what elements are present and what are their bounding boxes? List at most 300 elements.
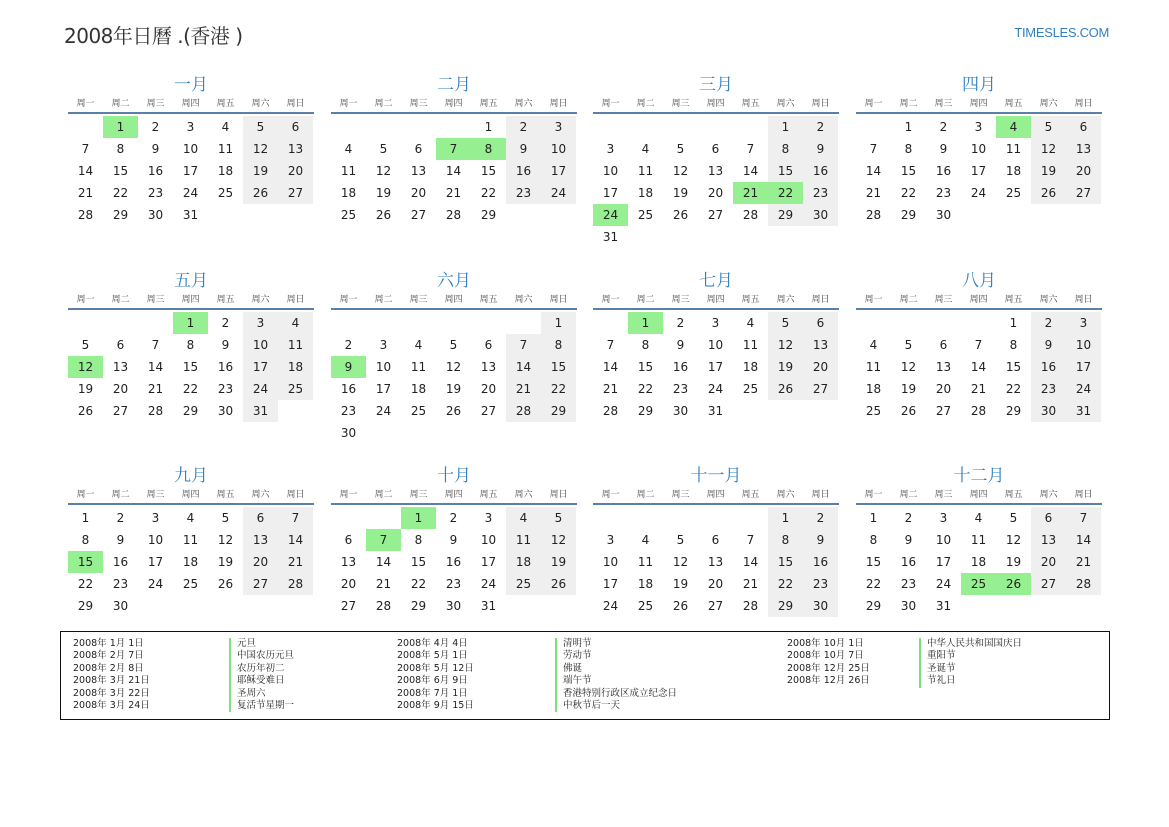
day-cell: 29 [182, 404, 199, 418]
month-10 [331, 465, 577, 617]
day-cell: 14 [1066, 529, 1101, 551]
day-cell: 29 [541, 400, 576, 422]
day-cell: 29 [768, 595, 803, 617]
day-cell: 13 [112, 360, 129, 374]
weekday-label: 周四 [444, 99, 463, 109]
day-cell: 19 [77, 382, 94, 396]
legend-date: 2008年 10月 7日 [787, 650, 864, 662]
day-cell: 18 [410, 382, 427, 396]
weekday-label: 周五 [1004, 99, 1023, 109]
weekday-label: 周四 [706, 99, 725, 109]
legend-date: 2008年 2月 7日 [73, 650, 144, 662]
day-cell: 25 [340, 208, 357, 222]
day-cell: 7 [746, 533, 755, 547]
holiday-day-cell: 1 [401, 507, 436, 529]
weekday-header [856, 292, 1102, 310]
day-cell: 10 [541, 138, 576, 160]
day-cell: 20 [340, 577, 357, 591]
month-11 [593, 465, 839, 617]
day-cell: 21 [1066, 551, 1101, 573]
weekday-label: 周五 [741, 295, 760, 305]
legend-holiday-name: 农历年初二 [229, 663, 294, 675]
day-cell: 16 [506, 160, 541, 182]
day-cell: 2 [116, 511, 125, 525]
weekday-label: 周五 [1004, 295, 1023, 305]
day-cell: 26 [541, 573, 576, 595]
day-cell: 17 [480, 555, 497, 569]
legend-dates-col2 [397, 638, 474, 712]
day-cell: 29 [410, 599, 427, 613]
weekday-label: 周五 [216, 99, 235, 109]
day-cell: 13 [410, 164, 427, 178]
day-cell: 25 [506, 573, 541, 595]
weekday-label: 周四 [706, 490, 725, 500]
empty-cell [698, 507, 733, 529]
day-cell: 4 [344, 142, 353, 156]
day-cell: 28 [1066, 573, 1101, 595]
legend-date: 2008年 3月 22日 [73, 687, 150, 699]
day-cell: 28 [970, 404, 987, 418]
month-5 [68, 270, 314, 422]
day-cell: 1 [541, 312, 576, 334]
day-cell: 21 [445, 186, 462, 200]
weekday-label: 周六 [1039, 490, 1058, 500]
day-cell: 19 [672, 186, 689, 200]
day-cell: 23 [340, 404, 357, 418]
empty-cell [593, 312, 628, 334]
day-cell: 3 [484, 511, 493, 525]
day-cell: 23 [935, 186, 952, 200]
day-cell: 18 [865, 382, 882, 396]
day-cell: 18 [742, 360, 759, 374]
day-cell: 24 [243, 378, 278, 400]
day-grid [593, 312, 839, 422]
day-cell: 30 [803, 204, 838, 226]
month-name: 七月 [699, 271, 733, 291]
weekday-header [593, 96, 839, 114]
day-cell: 28 [602, 404, 619, 418]
legend-names-col2 [555, 638, 677, 712]
day-cell: 9 [904, 533, 913, 547]
weekday-header [68, 96, 314, 114]
weekday-label: 周一 [864, 99, 883, 109]
day-cell: 26 [672, 599, 689, 613]
day-cell: 30 [803, 595, 838, 617]
day-cell: 30 [935, 208, 952, 222]
day-cell: 25 [865, 404, 882, 418]
day-cell: 15 [112, 164, 129, 178]
month-name: 九月 [174, 466, 208, 486]
weekday-label: 周四 [444, 295, 463, 305]
day-cell: 4 [974, 511, 983, 525]
day-cell: 3 [379, 338, 388, 352]
day-cell: 2 [506, 116, 541, 138]
weekday-label: 周一 [864, 490, 883, 500]
empty-cell [366, 312, 401, 334]
page-title: 2008年日曆 .(香港 ) [64, 24, 243, 48]
day-cell: 10 [707, 338, 724, 352]
day-cell: 19 [672, 577, 689, 591]
day-cell: 4 [414, 338, 423, 352]
legend-date: 2008年 12月 26日 [787, 675, 870, 687]
day-cell: 2 [803, 507, 838, 529]
day-cell: 5 [768, 312, 803, 334]
day-grid [856, 312, 1102, 422]
day-cell: 20 [1031, 551, 1066, 573]
day-cell: 26 [672, 208, 689, 222]
day-cell: 25 [278, 378, 313, 400]
weekday-label: 周一 [76, 295, 95, 305]
day-cell: 5 [1031, 116, 1066, 138]
day-cell: 29 [900, 208, 917, 222]
holiday-day-cell: 8 [471, 138, 506, 160]
month-7 [593, 270, 839, 422]
day-cell: 15 [541, 356, 576, 378]
day-cell: 29 [768, 204, 803, 226]
weekday-label: 周日 [811, 99, 830, 109]
day-cell: 23 [112, 577, 129, 591]
holiday-day-cell: 4 [996, 116, 1031, 138]
day-cell: 12 [672, 555, 689, 569]
empty-cell [663, 116, 698, 138]
legend-names-col3 [919, 638, 1022, 688]
weekday-label: 周三 [409, 99, 428, 109]
legend-holiday-name: 中国农历元旦 [229, 650, 294, 662]
day-cell: 5 [449, 338, 458, 352]
empty-cell [926, 312, 961, 334]
weekday-label: 周日 [286, 295, 305, 305]
day-cell: 14 [147, 360, 164, 374]
weekday-label: 周二 [111, 490, 130, 500]
empty-cell [103, 312, 138, 334]
day-cell: 28 [445, 208, 462, 222]
weekday-label: 周三 [934, 99, 953, 109]
weekday-label: 周三 [934, 295, 953, 305]
day-cell: 24 [541, 182, 576, 204]
weekday-label: 周三 [934, 490, 953, 500]
day-cell: 9 [1031, 334, 1066, 356]
day-cell: 24 [707, 382, 724, 396]
day-cell: 20 [1066, 160, 1101, 182]
empty-cell [436, 116, 471, 138]
day-cell: 14 [970, 360, 987, 374]
day-cell: 21 [375, 577, 392, 591]
weekday-label: 周五 [741, 490, 760, 500]
day-cell: 30 [1031, 400, 1066, 422]
day-cell: 22 [768, 573, 803, 595]
day-cell: 18 [182, 555, 199, 569]
weekday-label: 周五 [216, 295, 235, 305]
weekday-label: 周二 [111, 295, 130, 305]
day-cell: 29 [77, 599, 94, 613]
day-cell: 18 [278, 356, 313, 378]
day-cell: 1 [484, 120, 493, 134]
weekday-label: 周三 [146, 99, 165, 109]
day-cell: 2 [344, 338, 353, 352]
day-cell: 19 [768, 356, 803, 378]
empty-cell [401, 116, 436, 138]
day-cell: 11 [637, 555, 654, 569]
day-cell: 3 [606, 142, 615, 156]
empty-cell [506, 312, 541, 334]
day-cell: 7 [506, 334, 541, 356]
day-cell: 10 [147, 533, 164, 547]
day-cell: 13 [803, 334, 838, 356]
day-cell: 21 [865, 186, 882, 200]
day-cell: 20 [243, 551, 278, 573]
day-cell: 22 [900, 186, 917, 200]
legend-holiday-name: 端午节 [555, 675, 677, 687]
day-cell: 23 [672, 382, 689, 396]
day-cell: 2 [449, 511, 458, 525]
weekday-label: 周日 [811, 295, 830, 305]
day-cell: 19 [217, 555, 234, 569]
holiday-day-cell: 12 [68, 356, 103, 378]
day-cell: 17 [375, 382, 392, 396]
day-cell: 16 [1031, 356, 1066, 378]
day-cell: 3 [1066, 312, 1101, 334]
day-cell: 5 [81, 338, 90, 352]
day-cell: 12 [768, 334, 803, 356]
day-cell: 17 [707, 360, 724, 374]
day-cell: 13 [243, 529, 278, 551]
day-cell: 6 [414, 142, 423, 156]
day-cell: 20 [410, 186, 427, 200]
day-cell: 4 [641, 142, 650, 156]
day-cell: 11 [637, 164, 654, 178]
empty-cell [856, 116, 891, 138]
day-cell: 6 [116, 338, 125, 352]
day-cell: 13 [1066, 138, 1101, 160]
month-name: 二月 [437, 75, 471, 95]
holiday-day-cell: 1 [173, 312, 208, 334]
holiday-day-cell: 24 [593, 204, 628, 226]
day-cell: 29 [865, 599, 882, 613]
day-cell: 20 [707, 186, 724, 200]
weekday-label: 周二 [636, 99, 655, 109]
day-cell: 7 [278, 507, 313, 529]
day-cell: 10 [375, 360, 392, 374]
day-cell: 31 [182, 208, 199, 222]
day-cell: 7 [81, 142, 90, 156]
day-cell: 16 [672, 360, 689, 374]
weekday-label: 周六 [251, 490, 270, 500]
holiday-day-cell: 25 [961, 573, 996, 595]
day-cell: 20 [480, 382, 497, 396]
day-cell: 3 [939, 511, 948, 525]
weekday-label: 周日 [286, 99, 305, 109]
day-cell: 22 [112, 186, 129, 200]
weekday-label: 周四 [181, 99, 200, 109]
day-cell: 11 [1005, 142, 1022, 156]
day-cell: 14 [77, 164, 94, 178]
day-cell: 6 [711, 142, 720, 156]
month-name: 十月 [437, 466, 471, 486]
day-cell: 8 [869, 533, 878, 547]
day-cell: 21 [506, 378, 541, 400]
weekday-label: 周二 [374, 295, 393, 305]
weekday-label: 周六 [776, 99, 795, 109]
legend-holiday-name: 香港特别行政区成立纪念日 [555, 688, 677, 700]
day-cell: 9 [116, 533, 125, 547]
weekday-header [68, 292, 314, 310]
day-cell: 16 [900, 555, 917, 569]
day-cell: 27 [935, 404, 952, 418]
weekday-label: 周二 [899, 99, 918, 109]
day-cell: 11 [340, 164, 357, 178]
month-12 [856, 465, 1102, 617]
day-cell: 18 [217, 164, 234, 178]
holiday-day-cell: 1 [103, 116, 138, 138]
holiday-day-cell: 26 [996, 573, 1031, 595]
holiday-day-cell: 7 [366, 529, 401, 551]
legend-holiday-name: 佛诞 [555, 663, 677, 675]
weekday-header [856, 96, 1102, 114]
day-grid [593, 116, 839, 248]
day-grid [68, 312, 314, 422]
day-cell: 12 [900, 360, 917, 374]
day-cell: 4 [641, 533, 650, 547]
day-cell: 26 [445, 404, 462, 418]
day-cell: 8 [541, 334, 576, 356]
day-cell: 27 [1031, 573, 1066, 595]
day-cell: 24 [602, 599, 619, 613]
weekday-label: 周三 [409, 295, 428, 305]
day-cell: 3 [974, 120, 983, 134]
day-cell: 24 [147, 577, 164, 591]
day-cell: 19 [1005, 555, 1022, 569]
day-cell: 8 [904, 142, 913, 156]
weekday-label: 周六 [514, 295, 533, 305]
legend-holiday-name: 圣周六 [229, 688, 294, 700]
legend-holiday-name: 元旦 [229, 638, 294, 650]
empty-cell [593, 116, 628, 138]
day-cell: 14 [445, 164, 462, 178]
day-cell: 4 [869, 338, 878, 352]
day-cell: 10 [935, 533, 952, 547]
weekday-label: 周一 [601, 490, 620, 500]
day-cell: 6 [1031, 507, 1066, 529]
day-cell: 11 [506, 529, 541, 551]
day-cell: 25 [637, 599, 654, 613]
weekday-label: 周一 [339, 99, 358, 109]
day-cell: 27 [410, 208, 427, 222]
day-cell: 5 [221, 511, 230, 525]
day-cell: 10 [602, 164, 619, 178]
empty-cell [471, 312, 506, 334]
weekday-label: 周六 [251, 295, 270, 305]
legend-holiday-name: 圣诞节 [919, 663, 1022, 675]
empty-cell [891, 312, 926, 334]
day-cell: 13 [707, 164, 724, 178]
day-cell: 15 [637, 360, 654, 374]
day-cell: 2 [151, 120, 160, 134]
day-cell: 4 [746, 316, 755, 330]
day-cell: 5 [1009, 511, 1018, 525]
day-cell: 19 [900, 382, 917, 396]
day-cell: 2 [803, 116, 838, 138]
day-cell: 27 [707, 208, 724, 222]
weekday-label: 周五 [479, 295, 498, 305]
empty-cell [138, 312, 173, 334]
day-cell: 2 [904, 511, 913, 525]
legend-date: 2008年 7月 1日 [397, 687, 468, 699]
day-cell: 21 [742, 577, 759, 591]
day-cell: 7 [974, 338, 983, 352]
day-cell: 14 [742, 164, 759, 178]
day-cell: 14 [506, 356, 541, 378]
weekday-label: 周日 [549, 99, 568, 109]
day-cell: 21 [278, 551, 313, 573]
legend-holiday-name: 节礼日 [919, 675, 1022, 687]
day-cell: 17 [602, 186, 619, 200]
day-cell: 6 [1066, 116, 1101, 138]
day-cell: 9 [506, 138, 541, 160]
day-cell: 10 [182, 142, 199, 156]
day-cell: 13 [1031, 529, 1066, 551]
weekday-label: 周四 [444, 490, 463, 500]
day-cell: 3 [541, 116, 576, 138]
day-cell: 4 [506, 507, 541, 529]
weekday-label: 周五 [479, 490, 498, 500]
day-cell: 29 [112, 208, 129, 222]
empty-cell [961, 312, 996, 334]
day-cell: 28 [865, 208, 882, 222]
weekday-header [593, 487, 839, 505]
day-cell: 4 [221, 120, 230, 134]
day-cell: 21 [602, 382, 619, 396]
day-cell: 10 [602, 555, 619, 569]
day-cell: 12 [672, 164, 689, 178]
day-cell: 26 [217, 577, 234, 591]
brand-logo[interactable]: TIMESLES.COM [1014, 25, 1109, 40]
day-cell: 16 [803, 160, 838, 182]
day-cell: 30 [445, 599, 462, 613]
legend-date: 2008年 6月 9日 [397, 675, 468, 687]
day-cell: 28 [147, 404, 164, 418]
legend-date: 2008年 12月 25日 [787, 662, 870, 674]
legend-date: 2008年 10月 1日 [787, 638, 864, 649]
day-cell: 16 [217, 360, 234, 374]
day-cell: 9 [803, 138, 838, 160]
day-cell: 17 [147, 555, 164, 569]
day-cell: 28 [375, 599, 392, 613]
day-cell: 21 [147, 382, 164, 396]
day-cell: 3 [151, 511, 160, 525]
day-cell: 31 [707, 404, 724, 418]
empty-cell [663, 507, 698, 529]
day-cell: 26 [77, 404, 94, 418]
day-grid [593, 507, 839, 617]
day-cell: 8 [116, 142, 125, 156]
day-cell: 24 [970, 186, 987, 200]
legend-date: 2008年 3月 24日 [73, 700, 150, 712]
day-cell: 18 [1005, 164, 1022, 178]
day-cell: 14 [602, 360, 619, 374]
day-cell: 16 [112, 555, 129, 569]
month-1 [68, 74, 314, 226]
day-cell: 7 [1066, 507, 1101, 529]
weekday-label: 周日 [286, 490, 305, 500]
day-cell: 9 [803, 529, 838, 551]
day-cell: 14 [865, 164, 882, 178]
day-cell: 17 [935, 555, 952, 569]
day-cell: 19 [541, 551, 576, 573]
holiday-day-cell: 22 [768, 182, 803, 204]
day-cell: 23 [506, 182, 541, 204]
day-cell: 23 [217, 382, 234, 396]
weekday-label: 周三 [146, 490, 165, 500]
